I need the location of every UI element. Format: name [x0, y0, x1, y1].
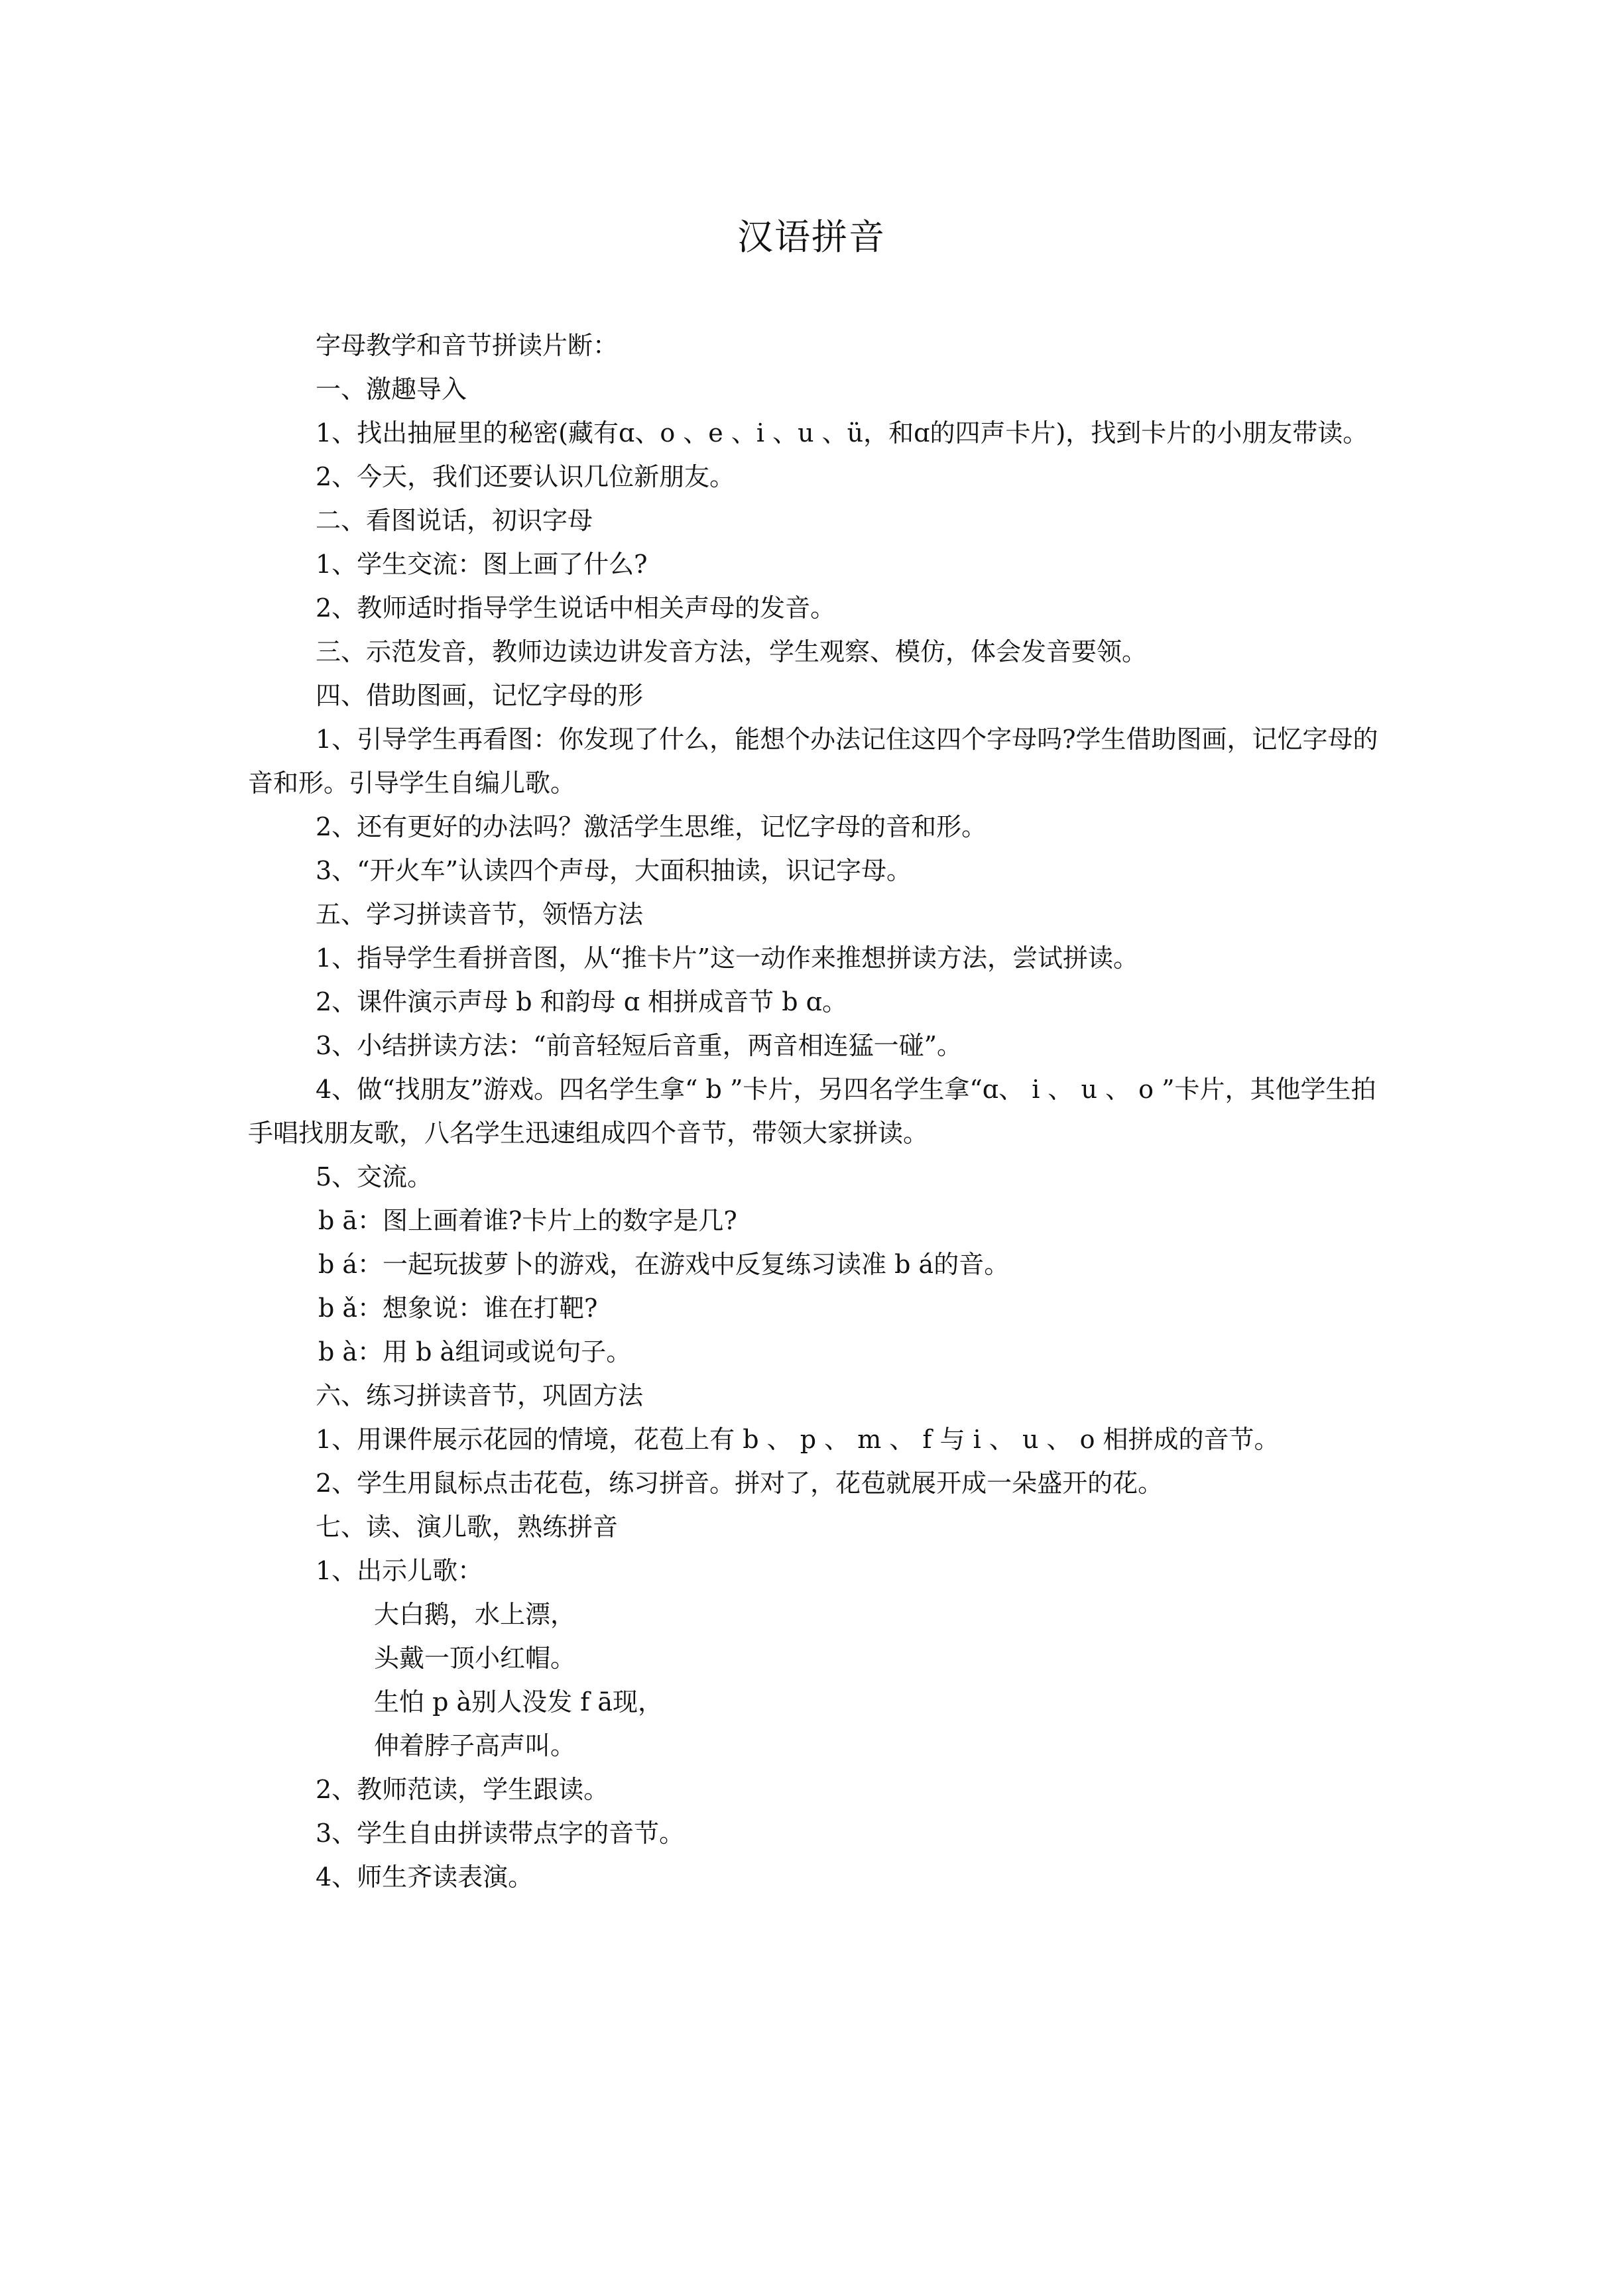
paragraph-5-4: 4、做“找朋友”游戏。四名学生拿“ b ”卡片，另四名学生拿“ɑ、 i 、 u 、 o ”卡片，其他学生拍手唱找朋友歌，八名学生迅速组成四个音节，带领大家拼读。 [248, 1075, 1376, 1148]
paragraph-6-2: 2、学生用鼠标点击花苞，练习拼音。拼对了，花苞就展开成一朵盛开的花。 [316, 1469, 1164, 1498]
paragraph-4-3: 3、“开火车”认读四个声母，大面积抽读，识记字母。 [316, 856, 912, 885]
paragraph-intro: 字母教学和音节拼读片断： [316, 331, 619, 360]
paragraph-4-2: 2、还有更好的办法吗？激活学生思维，记忆字母的音和形。 [316, 812, 987, 841]
paragraph-7-1: 1、出示儿歌： [316, 1556, 483, 1585]
verse-line-4: 伸着脖子高声叫。 [374, 1731, 576, 1760]
pinyin-line-ba1: b ā：图上画着谁?卡片上的数字是几? [318, 1206, 737, 1235]
paragraph-2-2: 2、教师适时指导学生说话中相关声母的发音。 [316, 593, 836, 623]
document-body [248, 324, 1388, 1899]
section-heading-1: 一、激趣导入 [316, 375, 467, 404]
paragraph-4-1: 1、引导学生再看图：你发现了什么，能想个办法记住这四个字母吗?学生借助图画，记忆字母的音和形。引导学生自编儿歌。 [248, 725, 1378, 798]
paragraph-7-3: 3、学生自由拼读带点字的音节。 [316, 1819, 685, 1848]
verse-line-3: 生怕 p à别人没发 f ā现， [374, 1687, 664, 1717]
section-heading-3: 三、示范发音，教师边读边讲发音方法，学生观察、模仿，体会发音要领。 [316, 637, 1148, 666]
page-title: 汉语拼音 [737, 216, 886, 258]
section-heading-6: 六、练习拼读音节，巩固方法 [316, 1381, 644, 1410]
paragraph-2-1: 1、学生交流：图上画了什么? [316, 550, 648, 579]
section-heading-2: 二、看图说话，初识字母 [316, 506, 593, 535]
paragraph-7-4: 4、师生齐读表演。 [316, 1862, 534, 1892]
pinyin-line-ba3: b ǎ：想象说：谁在打靶? [318, 1294, 598, 1323]
paragraph-7-2: 2、教师范读，学生跟读。 [316, 1775, 609, 1804]
verse-line-1: 大白鹅，水上漂， [374, 1600, 576, 1629]
pinyin-line-ba2: b á：一起玩拔萝卜的游戏，在游戏中反复练习读准 b á的音。 [318, 1250, 1010, 1279]
paragraph-5-2: 2、课件演示声母 b 和韵母 ɑ 相拼成音节 b ɑ。 [316, 987, 847, 1016]
pinyin-line-ba4: b à：用 b à组词或说句子。 [318, 1337, 632, 1366]
section-heading-5: 五、学习拼读音节，领悟方法 [316, 900, 644, 929]
paragraph-5-3: 3、小结拼读方法：“前音轻短后音重，两音相连猛一碰”。 [316, 1031, 963, 1060]
verse-line-2: 头戴一顶小红帽。 [374, 1644, 576, 1673]
section-heading-7: 七、读、演儿歌，熟练拼音 [316, 1512, 619, 1541]
paragraph-5-1: 1、指导学生看拼音图，从“推卡片”这一动作来推想拼读方法，尝试拼读。 [316, 943, 1139, 973]
paragraph-1-2: 2、今天，我们还要认识几位新朋友。 [316, 462, 735, 491]
section-heading-4: 四、借助图画，记忆字母的形 [316, 681, 644, 710]
paragraph-5-5: 5、交流。 [316, 1162, 433, 1191]
paragraph-6-1: 1、用课件展示花园的情境，花苞上有 b 、 p 、 m 、 f 与 i 、 u 、 o 相拼成的音节。 [316, 1425, 1280, 1454]
paragraph-1-1: 1、找出抽屉里的秘密(藏有ɑ、o 、e 、i 、u 、ü，和ɑ的四声卡片)，找到卡片的小朋友带读。 [316, 418, 1368, 448]
